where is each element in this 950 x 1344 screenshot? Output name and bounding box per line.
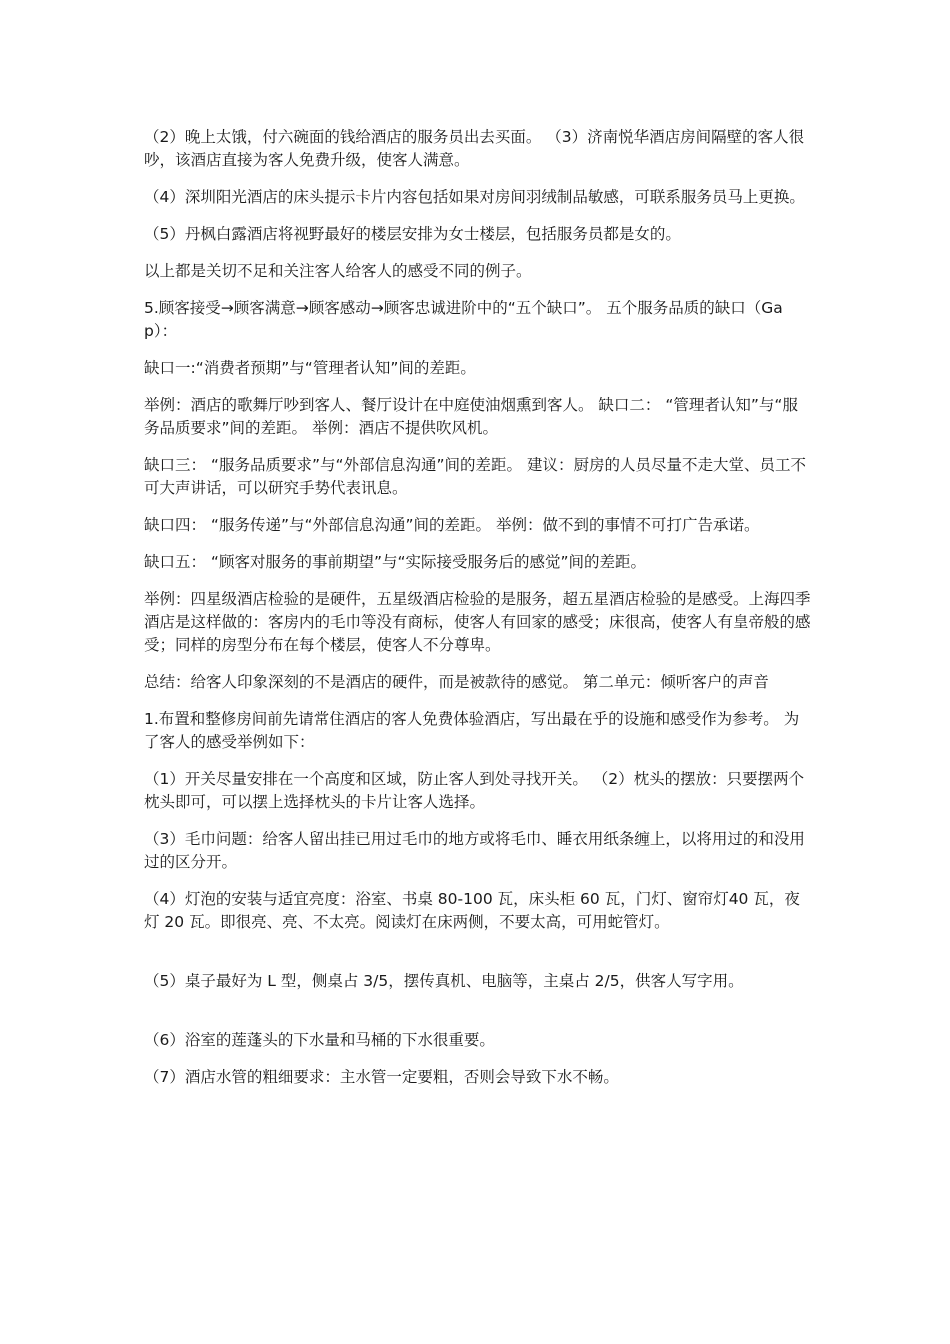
paragraph: 缺口五： “顾客对服务的事前期望”与“实际接受服务后的感觉”间的差距。 — [144, 553, 647, 571]
paragraph: 以上都是关切不足和关注客人给客人的感受不同的例子。 — [144, 262, 532, 280]
paragraph: （6）浴室的莲蓬头的下水量和马桶的下水很重要。 — [144, 1031, 495, 1049]
paragraph: 1.布置和整修房间前先请常住酒店的客人免费体验酒店，写出最在乎的设施和感受作为参考。 为了客人的感受举例如下： — [144, 710, 800, 751]
paragraph: 缺口四： “服务传递”与“外部信息沟通”间的差距。 举例：做不到的事情不可打广告承诺。 — [144, 516, 760, 534]
paragraph: （3）毛巾问题：给客人留出挂已用过毛巾的地方或将毛巾、睡衣用纸条缠上，以将用过的和没用过的区分开。 — [144, 830, 805, 871]
paragraph: （5）桌子最好为 L 型，侧桌占 3/5，摆传真机、电脑等，主桌占 2/5，供客人写字用。 — [144, 972, 744, 990]
paragraph: （1）开关尽量安排在一个高度和区域，防止客人到处寻找开关。 （2）枕头的摆放：只要摆两个枕头即可，可以摆上选择枕头的卡片让客人选择。 — [144, 770, 805, 811]
paragraph: 5.顾客接受→顾客满意→顾客感动→顾客忠诚进阶中的“五个缺口”。 五个服务品质的缺口（Gap）： — [144, 299, 783, 340]
paragraph: 总结：给客人印象深刻的不是酒店的硬件，而是被款待的感觉。 第二单元：倾听客户的声音 — [144, 673, 769, 691]
document-body — [144, 126, 812, 1103]
paragraph: （7）酒店水管的粗细要求：主水管一定要粗，否则会导致下水不畅。 — [144, 1068, 619, 1086]
paragraph: 缺口一:“消费者预期”与“管理者认知”间的差距。 — [144, 359, 476, 377]
paragraph: （5）丹枫白露酒店将视野最好的楼层安排为女士楼层，包括服务员都是女的。 — [144, 225, 681, 243]
paragraph: 举例：酒店的歌舞厅吵到客人、餐厅设计在中庭使油烟熏到客人。 缺口二： “管理者认知”与“服务品质要求”间的差距。 举例：酒店不提供吹风机。 — [144, 396, 798, 437]
paragraph: （2）晚上太饿，付六碗面的钱给酒店的服务员出去买面。 （3）济南悦华酒店房间隔壁的客人很吵，该酒店直接为客人免费升级，使客人满意。 — [144, 128, 805, 169]
paragraph: 举例：四星级酒店检验的是硬件，五星级酒店检验的是服务，超五星酒店检验的是感受。上海四季酒店是这样做的：客房内的毛巾等没有商标，使客人有回家的感受；床很高，使客人有皇帝般的感受；同样的房型分布在每个楼层，使客人不分尊卑。 — [144, 590, 811, 654]
paragraph: 缺口三： “服务品质要求”与“外部信息沟通”间的差距。 建议：厨房的人员尽量不走大堂、员工不可大声讲话，可以研究手势代表讯息。 — [144, 456, 806, 497]
paragraph: （4）深圳阳光酒店的床头提示卡片内容包括如果对房间羽绒制品敏感，可联系服务员马上更换。 — [144, 188, 805, 206]
paragraph: （4）灯泡的安装与适宜亮度：浴室、书桌 80-100 瓦，床头柜 60 瓦，门灯、窗帘灯40 瓦，夜灯 20 瓦。即很亮、亮、不太亮。阅读灯在床两侧，不要太高，可用蛇管灯。 — [144, 890, 800, 931]
